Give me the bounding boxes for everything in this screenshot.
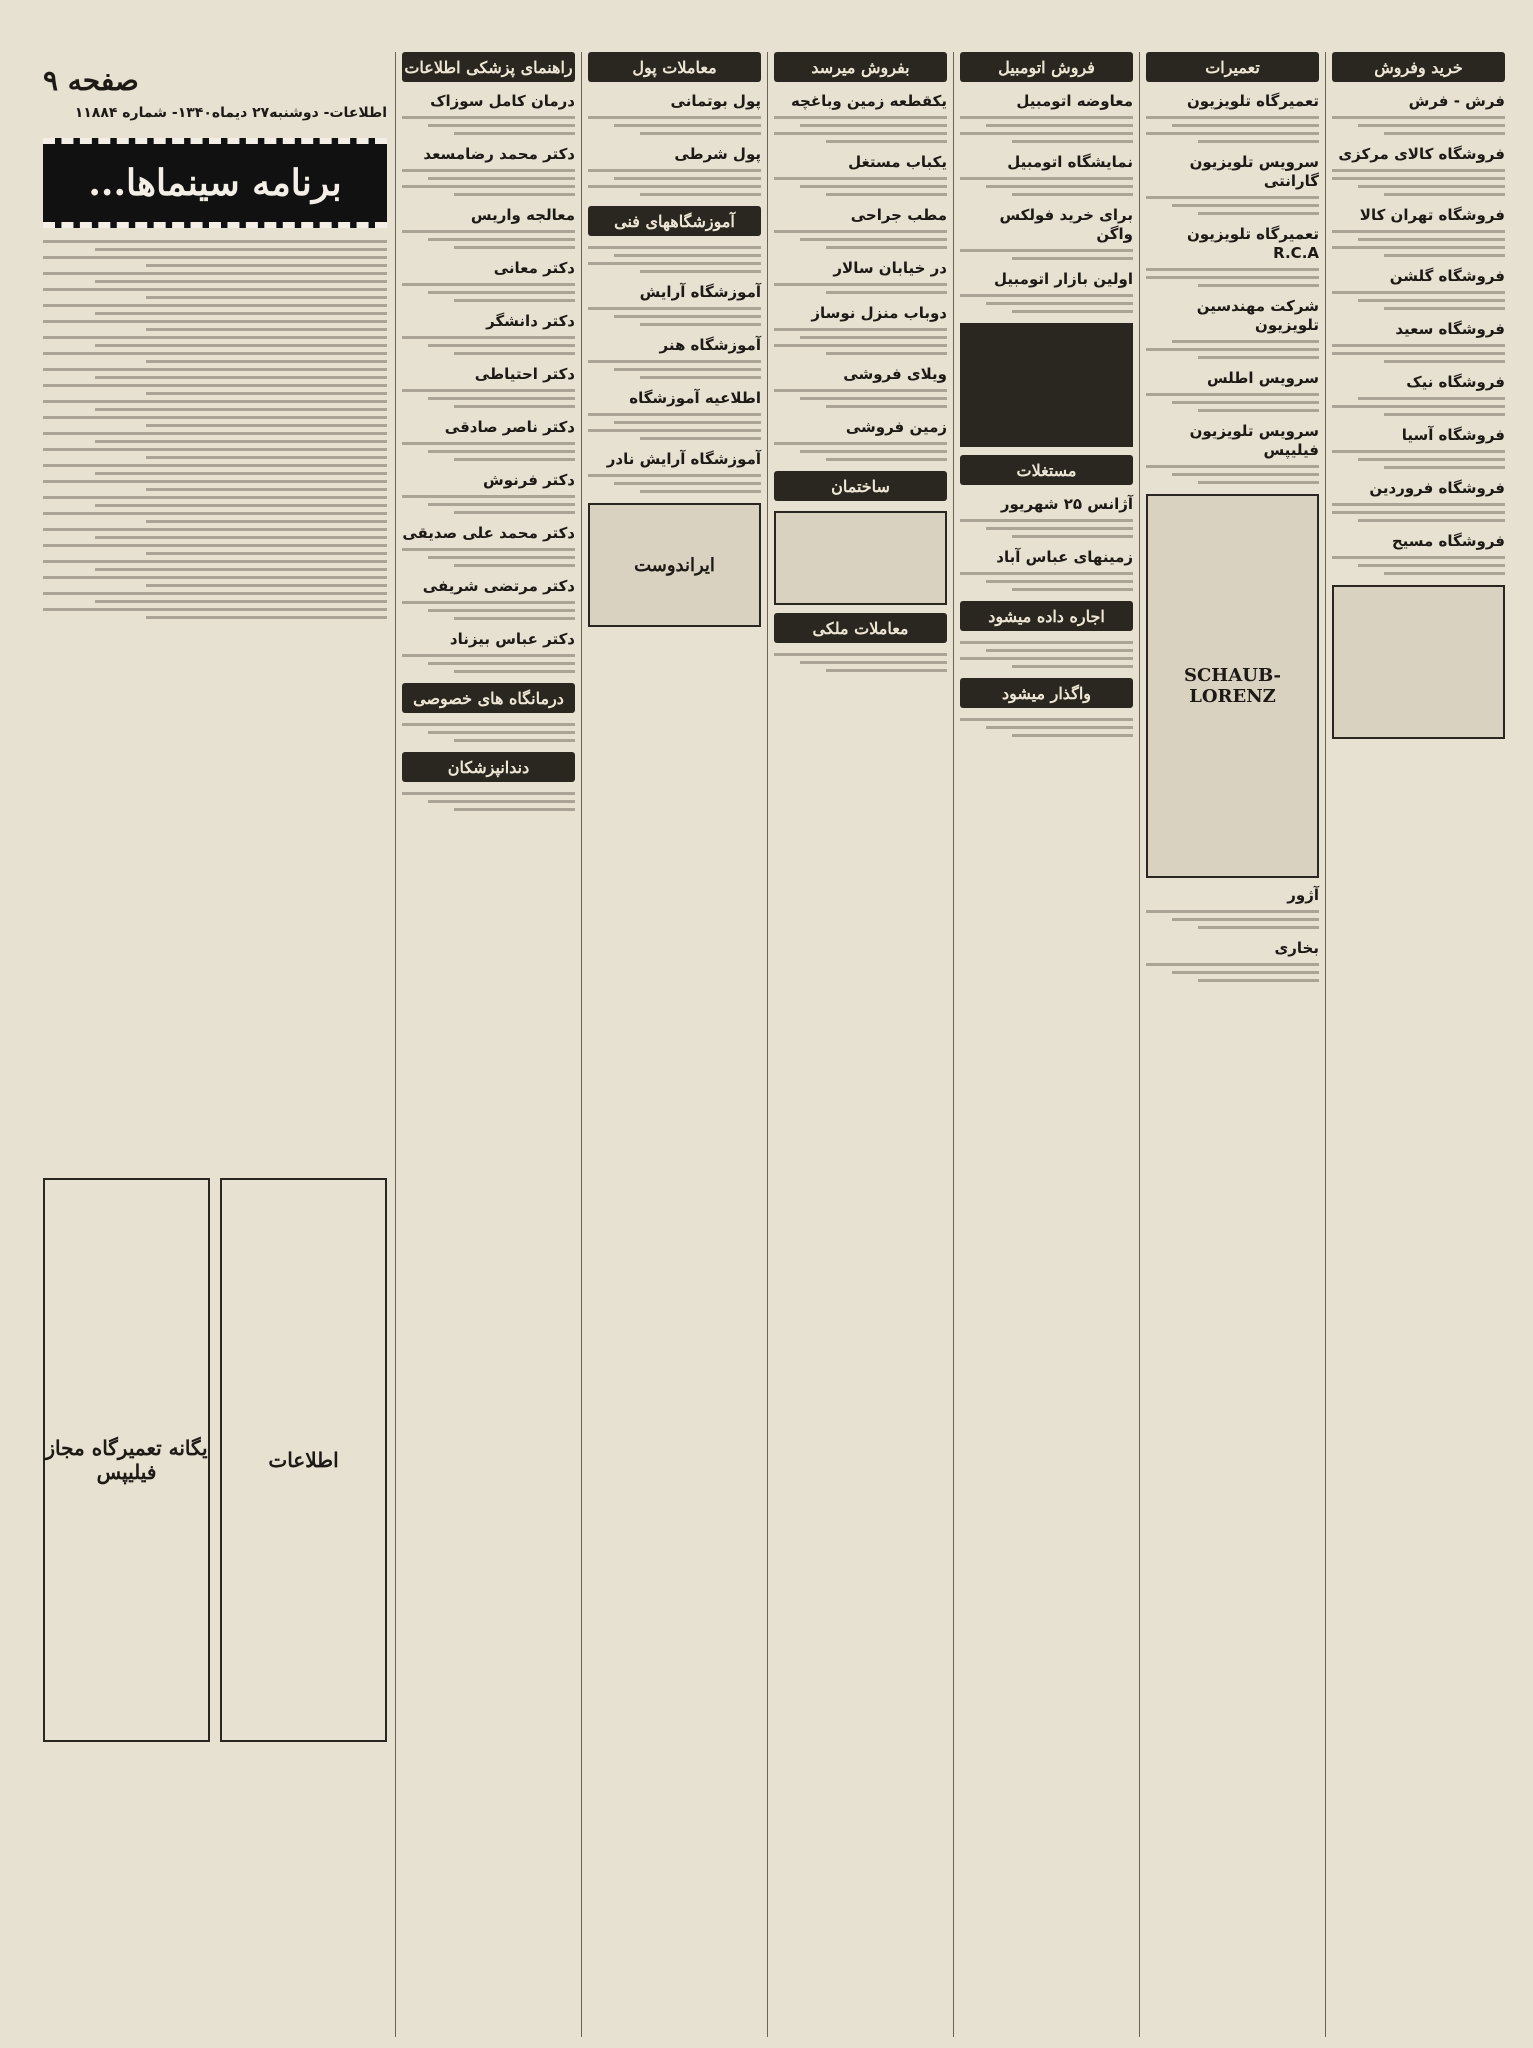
ad: فروشگاه کالای مرکزی [1332, 145, 1505, 196]
columns [17, 52, 1511, 2037]
column-header: راهنمای پزشکی اطلاعات [402, 52, 575, 82]
ad: فروشگاه فروردین [1332, 479, 1505, 522]
ad: دکتر مرتضی شریفی [402, 577, 575, 620]
ad: درمان کامل سوزاک [402, 92, 575, 135]
ad: دکتر فرنوش [402, 471, 575, 514]
column-header: خرید وفروش [1332, 52, 1505, 82]
column-header: معاملات پول [588, 52, 761, 82]
ad [402, 792, 575, 811]
ad: زمین فروشی [774, 418, 947, 461]
ad: دوباب منزل نوساز [774, 304, 947, 355]
cinema-banner: برنامه سینماها... [43, 138, 387, 228]
ad: سرویس تلویزیون فیلیپس [1146, 422, 1319, 484]
ad: فرش - فرش [1332, 92, 1505, 135]
column-subheader: مستغلات [960, 455, 1133, 485]
ad: برای خرید فولکس واگن [960, 206, 1133, 260]
column-header: تعمیرات [1146, 52, 1319, 82]
ad: سرویس تلویزیون گارانتی [1146, 153, 1319, 215]
ad: در خیابان سالار [774, 259, 947, 294]
ad: فروشگاه نیک [1332, 373, 1505, 416]
ad: ویلای فروشی [774, 365, 947, 408]
bottom-ad-ettelaat: اطلاعات [220, 1178, 387, 1742]
ad: زمینهای عباس آباد [960, 548, 1133, 591]
column-subheader: واگذار میشود [960, 678, 1133, 708]
ad [960, 641, 1133, 668]
schaub-lorenz-ad: SCHAUB-LORENZ [1146, 494, 1319, 878]
ad: بخاری [1146, 939, 1319, 982]
column-cinema [35, 52, 395, 2037]
ad: پول شرطی [588, 145, 761, 196]
ad: آموزشگاه آرایش [588, 283, 761, 326]
masthead [43, 52, 387, 132]
ad: تعمیرگاه تلویزیون R.C.A [1146, 225, 1319, 287]
column-repairs [1139, 52, 1325, 2037]
column-medical [395, 52, 581, 2037]
ferdowsi-garage-ad: ﾠ [960, 323, 1133, 447]
ad: یکقطعه زمین وباغچه [774, 92, 947, 143]
ad: دکتر ناصر صادقی [402, 418, 575, 461]
ad: دکتر معانی [402, 259, 575, 302]
column-header: فروش اتومبیل [960, 52, 1133, 82]
ad: آژور [1146, 886, 1319, 929]
ad: مطب جراحی [774, 206, 947, 249]
column-land [767, 52, 953, 2037]
ad: فروشگاه گلشن [1332, 267, 1505, 310]
bottom-ads [43, 1178, 387, 1742]
ad: فروشگاه تهران کالا [1332, 206, 1505, 257]
ad: یکباب مستغل [774, 153, 947, 196]
page-number: صفحه ۹ [43, 63, 139, 97]
ad: آموزشگاه هنر [588, 336, 761, 379]
column-subheader: درمانگاه های خصوصی [402, 683, 575, 713]
ad [774, 653, 947, 672]
column-subheader: اجاره داده میشود [960, 601, 1133, 631]
issue-line: اطلاعات- دوشنبه۲۷ دیماه۱۳۴۰- شماره ۱۱۸۸۴ [74, 104, 387, 121]
ad: دکتر عباس بیزناد [402, 630, 575, 673]
column-cars [953, 52, 1139, 2037]
ad: سرویس اطلس [1146, 369, 1319, 412]
column-money [581, 52, 767, 2037]
chair-illustration: ﾠ [1332, 585, 1505, 739]
ad: فروشگاه سعید [1332, 320, 1505, 363]
ad: فروشگاه مسیح [1332, 532, 1505, 575]
ad: معالجه واریس [402, 206, 575, 249]
ad: آموزشگاه آرایش نادر [588, 450, 761, 493]
ad: دکتر دانشگر [402, 312, 575, 355]
ad: اطلاعیه آموزشگاه [588, 389, 761, 440]
ad: تعمیرگاه تلویزیون [1146, 92, 1319, 143]
irandoost-ad: ایراندوست [588, 503, 761, 627]
column-buy-sell [1325, 52, 1511, 2037]
ad: شرکت مهندسین تلویزیون [1146, 297, 1319, 359]
ad: آژانس ۲۵ شهریور [960, 495, 1133, 538]
column-subheader: دندانپزشکان [402, 752, 575, 782]
ad: فروشگاه آسیا [1332, 426, 1505, 469]
column-subheader: ساختمان [774, 471, 947, 501]
pipe-ad: ﾠ [774, 511, 947, 605]
ad [588, 246, 761, 273]
ad: اولین بازار اتومبیل [960, 270, 1133, 313]
ad: معاوضه اتومبیل [960, 92, 1133, 143]
ad: پول بوتمانی [588, 92, 761, 135]
ad: دکتر محمد رضامسعد [402, 145, 575, 196]
ad: نمایشگاه اتومبیل [960, 153, 1133, 196]
bottom-ad-philips: یگانه تعمیرگاه مجاز فیلیپس [43, 1178, 210, 1742]
ad: دکتر محمد علی صدیقی [402, 524, 575, 567]
column-subheader: معاملات ملکی [774, 613, 947, 643]
ad [402, 723, 575, 742]
ad [960, 718, 1133, 737]
column-subheader: آموزشگاههای فنی [588, 206, 761, 236]
cinema-listings [43, 240, 387, 1170]
ad: دکتر احتیاطی [402, 365, 575, 408]
column-header: بفروش میرسد [774, 52, 947, 82]
